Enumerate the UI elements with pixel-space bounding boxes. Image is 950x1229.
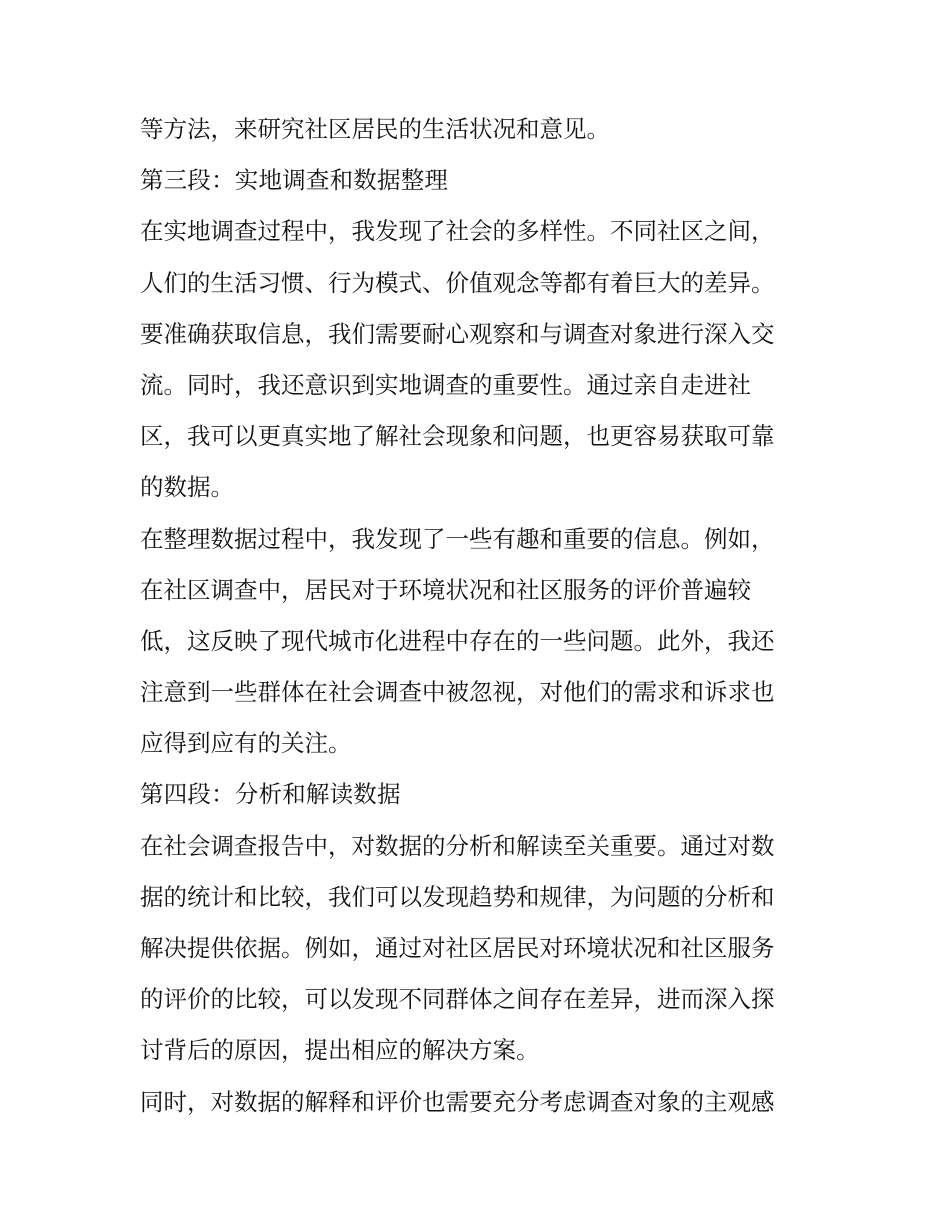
paragraph-line: 在整理数据过程中，我发现了一些有趣和重要的信息。例如， xyxy=(140,524,775,553)
paragraph-line: 区，我可以更真实地了解社会现象和问题，也更容易获取可靠 xyxy=(140,422,775,451)
paragraph-data-organizing xyxy=(140,514,820,770)
paragraph-line: 人们的生活习惯、行为模式、价值观念等都有着巨大的差异。 xyxy=(140,268,775,297)
paragraph-data-analysis xyxy=(140,821,820,1077)
paragraph-line: 据的统计和比较，我们可以发现趋势和规律，为问题的分析和 xyxy=(140,882,775,911)
document-body xyxy=(140,104,820,1128)
paragraph-line: 的评价的比较，可以发现不同群体之间存在差异，进而深入探 xyxy=(140,985,775,1014)
paragraph-line: 等方法，来研究社区居民的生活状况和意见。 xyxy=(140,115,610,143)
paragraph-line: 注意到一些群体在社会调查中被忽视，对他们的需求和诉求也 xyxy=(140,678,775,707)
paragraph-line: 在实地调查过程中，我发现了社会的多样性。不同社区之间， xyxy=(140,217,775,246)
paragraph-field-survey xyxy=(140,206,820,513)
paragraph-line: 解决提供依据。例如，通过对社区居民对环境状况和社区服务 xyxy=(140,934,775,962)
heading-text: 第三段：实地调查和数据整理 xyxy=(140,166,449,195)
paragraph-line: 应得到应有的关注。 xyxy=(140,729,352,758)
paragraph-continuation xyxy=(140,104,820,155)
paragraph-line: 低，这反映了现代城市化进程中存在的一些问题。此外，我还 xyxy=(140,626,775,655)
paragraph-line: 要准确获取信息，我们需要耐心观察和与调查对象进行深入交 xyxy=(140,319,775,348)
paragraph-line: 同时，对数据的解释和评价也需要充分考虑调查对象的主观感 xyxy=(140,1087,775,1116)
paragraph-line: 讨背后的原因，提出相应的解决方案。 xyxy=(140,1036,540,1065)
paragraph-line: 的数据。 xyxy=(140,473,234,502)
paragraph-line: 在社区调查中，居民对于环境状况和社区服务的评价普遍较 xyxy=(140,575,751,604)
paragraph-line: 流。同时，我还意识到实地调查的重要性。通过亲自走进社 xyxy=(140,370,751,399)
heading-text: 第四段：分析和解读数据 xyxy=(140,780,401,809)
section-heading-3 xyxy=(140,155,820,206)
paragraph-data-interpretation xyxy=(140,1077,820,1128)
section-heading-4 xyxy=(140,769,820,820)
paragraph-line: 在社会调查报告中，对数据的分析和解读至关重要。通过对数 xyxy=(140,831,775,860)
